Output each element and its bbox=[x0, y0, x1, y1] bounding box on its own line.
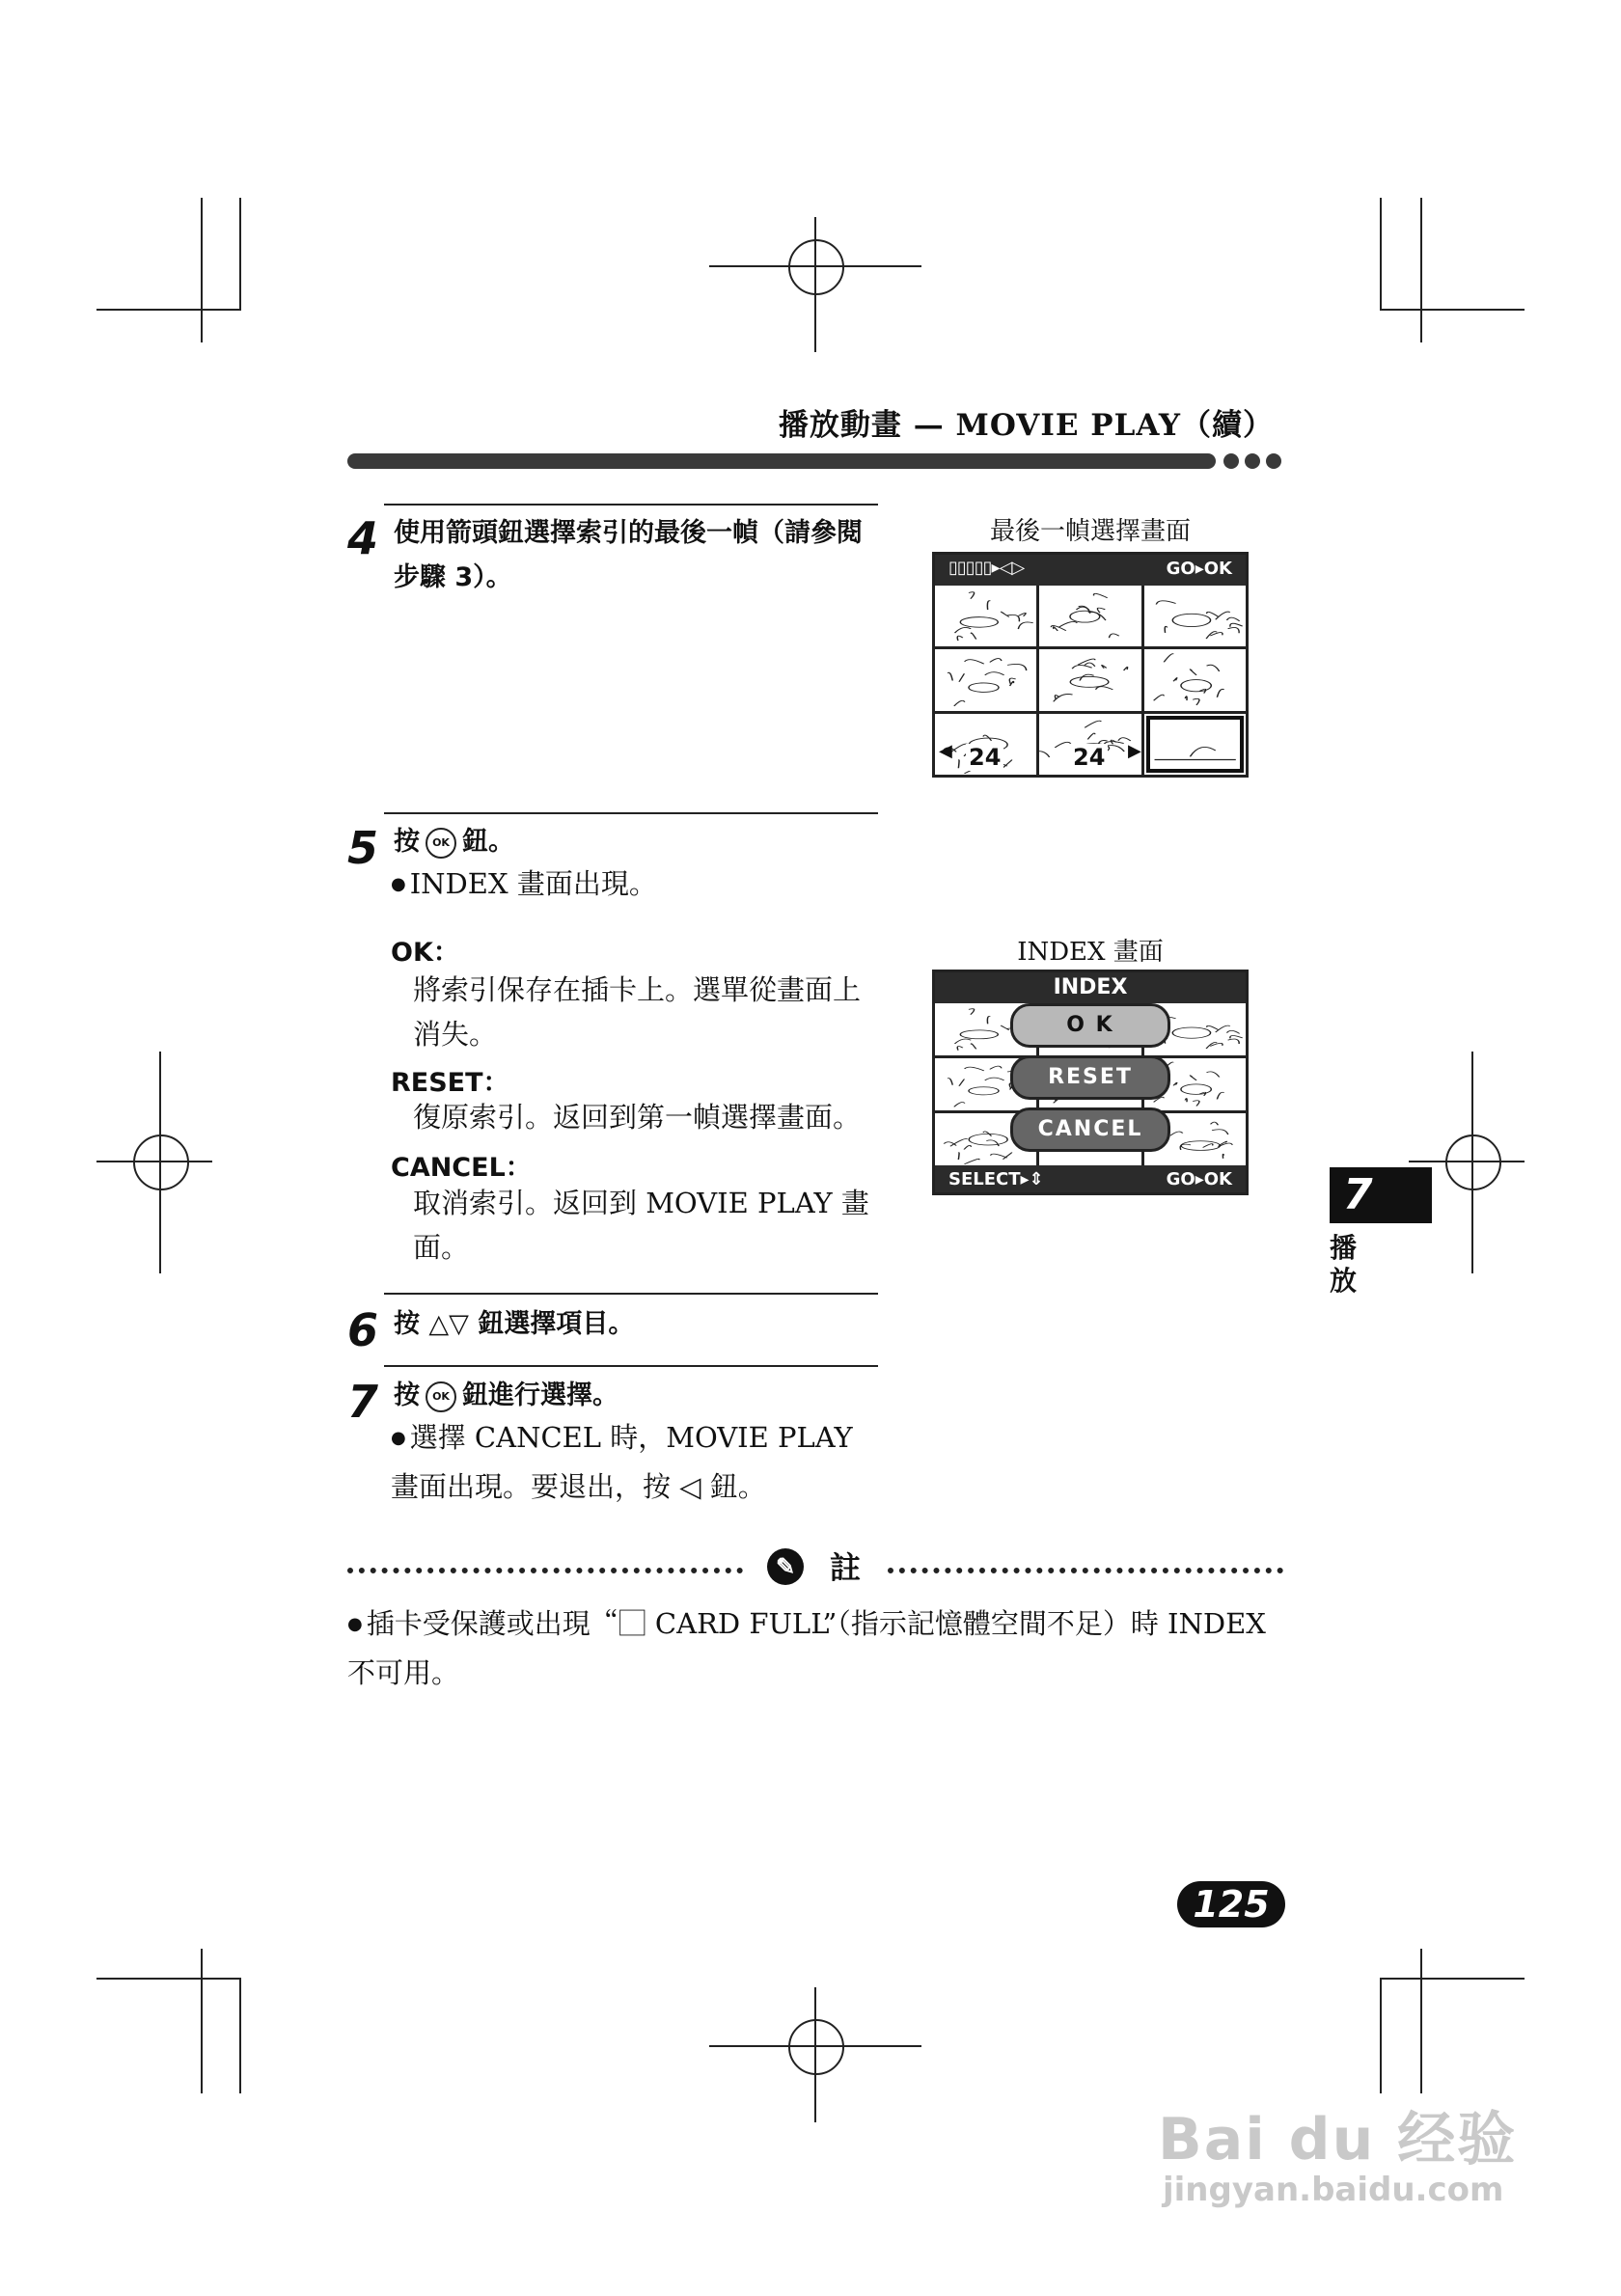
step-6-number: 6 bbox=[347, 1304, 379, 1356]
frame-thumbnail bbox=[1144, 714, 1246, 775]
step-7-number: 7 bbox=[347, 1376, 379, 1428]
watermark-logo: Bai du 经验 bbox=[1158, 2106, 1518, 2173]
chapter-label-line2: 放 bbox=[1330, 1265, 1358, 1297]
chapter-tab: 7 bbox=[1330, 1167, 1432, 1223]
frame-thumbnail bbox=[1144, 649, 1246, 710]
step-4-number: 4 bbox=[347, 512, 379, 564]
step-7-text-post: 鈕進行選擇。 bbox=[462, 1380, 618, 1410]
menu-reset-option: RESET bbox=[1010, 1055, 1170, 1100]
pencil-icon: ✎ bbox=[767, 1548, 804, 1585]
frame-count-right: 24 bbox=[1070, 744, 1108, 771]
screen-top-bar bbox=[935, 555, 1246, 586]
figure-1-caption: 最後一幀選擇畫面 bbox=[989, 517, 1191, 546]
option-cancel-label: CANCEL： bbox=[391, 1153, 532, 1183]
menu-cancel-option: CANCEL bbox=[1010, 1107, 1170, 1152]
step-divider bbox=[384, 1293, 878, 1295]
filmstrip-icon: ▯▯▯▯▯▸◁▷ bbox=[948, 558, 1025, 578]
step-5-text bbox=[394, 820, 514, 864]
frame-thumbnail bbox=[935, 649, 1036, 710]
left-arrow-icon: ◀ bbox=[939, 741, 952, 761]
step-divider bbox=[384, 1365, 878, 1367]
step-7-text bbox=[394, 1374, 618, 1418]
page-number: 125 bbox=[1177, 1881, 1285, 1927]
step-5-number: 5 bbox=[347, 822, 379, 874]
step-7-bullet: ● 選擇 CANCEL 時，MOVIE PLAY 畫面出現。要退出，按 ◁ 鈕。 bbox=[391, 1415, 883, 1509]
step-6-text: 按 △▽ 鈕選擇項目。 bbox=[394, 1309, 635, 1339]
screen-bottom-bar bbox=[935, 1165, 1246, 1192]
step-5-text-post: 鈕。 bbox=[462, 827, 514, 857]
select-hint: SELECT▸⇕ bbox=[948, 1169, 1044, 1189]
frame-thumbnail bbox=[935, 586, 1036, 646]
figure-2-caption: INDEX 畫面 bbox=[1017, 938, 1164, 967]
last-frame-select-screen bbox=[932, 552, 1249, 778]
ok-button-icon: OK bbox=[426, 828, 456, 859]
chapter-label-line1: 播 bbox=[1330, 1232, 1358, 1264]
note-divider-right bbox=[888, 1568, 1283, 1573]
ok-button-icon: OK bbox=[426, 1381, 456, 1412]
frame-thumbnail bbox=[1039, 649, 1140, 710]
note-label: 註 bbox=[830, 1549, 862, 1586]
step-divider bbox=[384, 504, 878, 506]
step-5-text-pre: 按 bbox=[394, 827, 420, 857]
go-ok-hint: GO▸OK bbox=[1166, 559, 1232, 579]
option-ok-label: OK： bbox=[391, 938, 459, 968]
option-reset-desc: 復原索引。返回到第一幀選擇畫面。 bbox=[413, 1101, 862, 1134]
option-cancel-desc: 取消索引。返回到 MOVIE PLAY 畫面。 bbox=[413, 1187, 869, 1264]
right-arrow-icon: ▶ bbox=[1128, 741, 1141, 761]
note-text: ● 插卡受保護或出現“⃞ CARD FULL”（指示記憶體空間不足）時 INDEX 不可用。 bbox=[347, 1601, 1288, 1695]
step-4-text: 使用箭頭鈕選擇索引的最後一幀（請參閱步驟 3）。 bbox=[394, 518, 863, 592]
watermark-url: jingyan.baidu.com bbox=[1163, 2171, 1504, 2209]
step-7-text-pre: 按 bbox=[394, 1380, 420, 1410]
index-screen bbox=[932, 970, 1249, 1195]
header-dot bbox=[1223, 453, 1239, 469]
option-ok-desc: 將索引保存在插卡上。選單從畫面上消失。 bbox=[413, 973, 862, 1051]
option-reset-label: RESET： bbox=[391, 1068, 509, 1098]
frame-thumbnail bbox=[1039, 586, 1140, 646]
header-bar bbox=[347, 453, 1216, 469]
header-dot bbox=[1245, 453, 1260, 469]
step-divider bbox=[384, 812, 878, 814]
note-divider-left bbox=[347, 1568, 743, 1573]
go-ok-hint: GO▸OK bbox=[1166, 1169, 1232, 1189]
frame-thumbnail bbox=[1144, 586, 1246, 646]
page-header-title: 播放動畫 — MOVIE PLAY（續） bbox=[778, 408, 1274, 443]
menu-ok-option: O K bbox=[1010, 1003, 1170, 1048]
frame-count-left: 24 bbox=[966, 744, 1003, 771]
index-title: INDEX bbox=[935, 972, 1246, 1003]
step-5-bullet: ● INDEX 畫面出現。 bbox=[391, 861, 657, 911]
header-dot bbox=[1266, 453, 1281, 469]
